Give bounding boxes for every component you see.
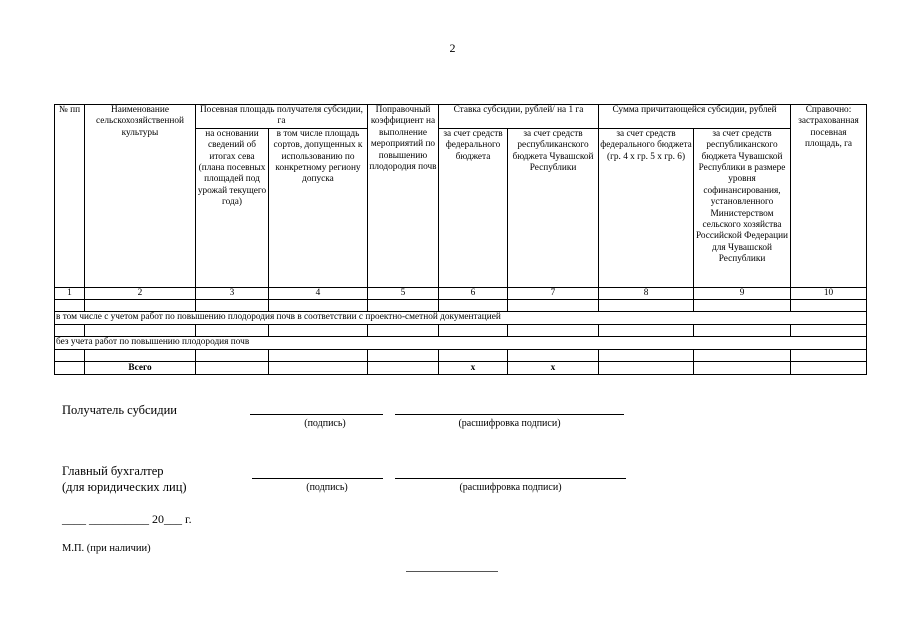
total-x-republic-rate: х: [508, 362, 599, 375]
accountant-signature-caption: (подпись): [306, 482, 348, 493]
page-number: 2: [449, 41, 456, 55]
header-sum-republic: за счет средств республиканского бюджета Чувашской Республики в размере уровня софинансирования, установленного Министерством сельского хозяйства Российской Федерации для Чувашской Республики: [694, 128, 791, 287]
table-cell[interactable]: [694, 362, 791, 375]
table-cell[interactable]: [599, 350, 694, 362]
header-area-sowing: на основании сведений об итогах сева (плана посевных площадей под урожай текущего года): [196, 128, 269, 287]
column-number: 8: [599, 287, 694, 299]
table-cell[interactable]: [439, 325, 508, 337]
column-number: 1: [55, 287, 85, 299]
table-cell[interactable]: [508, 350, 599, 362]
header-sum-federal: за счет средств федерального бюджета (гр. 4 х гр. 5 х гр. 6): [599, 128, 694, 287]
accountant-signature-line[interactable]: [252, 478, 383, 479]
header-number: № пп: [55, 105, 85, 288]
table-cell[interactable]: [694, 350, 791, 362]
date-line[interactable]: ____ __________ 20___ г.: [62, 512, 192, 526]
accountant-decoding-line[interactable]: [395, 478, 626, 479]
table-cell[interactable]: [694, 300, 791, 312]
table-cell[interactable]: [791, 300, 867, 312]
header-area-varieties: в том числе площадь сортов, допущенных к использованию по конкретному региону допуска: [269, 128, 368, 287]
column-number: 9: [694, 287, 791, 299]
total-row: [55, 362, 867, 375]
header-sum-group: Сумма причитающейся субсидии, рублей: [599, 105, 791, 129]
section-label: без учета работ по повышению плодородия почв: [55, 337, 867, 350]
header-correction-coefficient: Поправочный коэффициент на выполнение мероприятий по повышению плодородия почв: [368, 105, 439, 288]
column-number: 10: [791, 287, 867, 299]
table-cell[interactable]: [196, 350, 269, 362]
table-cell[interactable]: [368, 350, 439, 362]
table-cell[interactable]: [791, 325, 867, 337]
table-cell[interactable]: [694, 325, 791, 337]
header-area-group: Посевная площадь получателя субсидии, га: [196, 105, 368, 129]
table-cell[interactable]: [439, 350, 508, 362]
header-rate-republic: за счет средств республиканского бюджета Чувашской Республики: [508, 128, 599, 287]
subsidy-calculation-table: [54, 104, 867, 375]
column-number: 5: [368, 287, 439, 299]
table-cell[interactable]: [269, 362, 368, 375]
column-number: 7: [508, 287, 599, 299]
section-label: в том числе с учетом работ по повышению плодородия почв в соответствии с проектно-сметной документацией: [55, 312, 867, 325]
table-cell[interactable]: [368, 300, 439, 312]
total-x-federal-rate: х: [439, 362, 508, 375]
recipient-signature-caption: (подпись): [304, 418, 346, 429]
recipient-signature-line[interactable]: [250, 414, 383, 415]
accountant-decoding-caption: (расшифровка подписи): [459, 482, 562, 493]
accountant-sublabel: (для юридических лиц): [62, 480, 187, 494]
table-cell[interactable]: [791, 362, 867, 375]
total-label: Всего: [85, 362, 196, 375]
header-rate-federal: за счет средств федерального бюджета: [439, 128, 508, 287]
table-cell[interactable]: [196, 325, 269, 337]
header-insured-area: Справочно: застрахованная посевная площадь, га: [791, 105, 867, 288]
table-cell[interactable]: [269, 325, 368, 337]
table-cell[interactable]: [85, 350, 196, 362]
section-row-with-soil-works: [55, 312, 867, 325]
recipient-decoding-line[interactable]: [395, 414, 624, 415]
table-cell[interactable]: [269, 350, 368, 362]
table-cell[interactable]: [368, 362, 439, 375]
table-cell[interactable]: [599, 300, 694, 312]
header-rate-group: Ставка субсидии, рублей/ на 1 га: [439, 105, 599, 129]
table-cell[interactable]: [85, 300, 196, 312]
table-cell[interactable]: [599, 325, 694, 337]
table-cell[interactable]: [508, 325, 599, 337]
table-cell[interactable]: [55, 325, 85, 337]
table-cell[interactable]: [85, 325, 196, 337]
column-number: 3: [196, 287, 269, 299]
header-crop-name: Наименование сельскохозяйственной культуры: [85, 105, 196, 288]
recipient-decoding-caption: (расшифровка подписи): [458, 418, 561, 429]
accountant-label: Главный бухгалтер: [62, 464, 164, 478]
footer-divider: [406, 571, 498, 572]
stamp-note: М.П. (при наличии): [62, 543, 151, 554]
column-number: 2: [85, 287, 196, 299]
column-number: 6: [439, 287, 508, 299]
table-cell[interactable]: [791, 350, 867, 362]
table-cell[interactable]: [55, 300, 85, 312]
table-cell[interactable]: [599, 362, 694, 375]
table-cell[interactable]: [508, 300, 599, 312]
table-cell[interactable]: [439, 300, 508, 312]
table-row: [55, 300, 867, 312]
table-cell: [55, 362, 85, 375]
table-cell[interactable]: [55, 350, 85, 362]
table-row: [55, 325, 867, 337]
table-cell[interactable]: [196, 300, 269, 312]
column-number: 4: [269, 287, 368, 299]
recipient-label: Получатель субсидии: [62, 403, 177, 417]
table-cell[interactable]: [269, 300, 368, 312]
column-number-row: [55, 287, 867, 299]
section-row-without-soil-works: [55, 337, 867, 350]
table-row: [55, 350, 867, 362]
table-cell[interactable]: [196, 362, 269, 375]
table-cell[interactable]: [368, 325, 439, 337]
